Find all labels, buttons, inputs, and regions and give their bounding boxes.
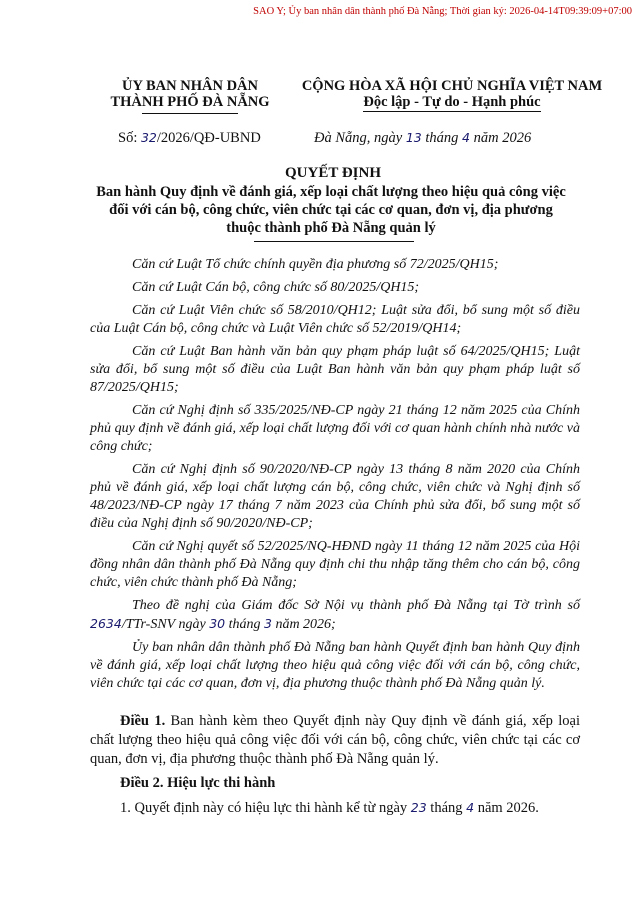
date-year: năm 2026 (473, 130, 532, 146)
item-1-text: 1. Quyết định này có hiệu lực thi hành kể từ ngày (120, 800, 408, 816)
issuing-authority (85, 78, 295, 114)
proposal-paragraph (90, 597, 580, 634)
digital-signature-stamp: SAO Y; Ủy ban nhân dân thành phố Đà Nẵng; Thời gian ký: 2026-04-14T09:39:09+07:00 (253, 6, 632, 17)
date-day: 13 (405, 130, 422, 145)
proposal-day: 30 (209, 616, 226, 631)
basis-item: Căn cứ Luật Tổ chức chính quyền địa phương số 72/2025/QH15; (132, 257, 499, 272)
article-1-label: Điều 1. (120, 713, 166, 729)
document-number-prefix: Số: (118, 130, 138, 146)
date-place: Đà Nẵng, ngày (314, 130, 403, 146)
article-1-text: Ban hành kèm theo Quyết định này Quy định về đánh giá, xếp loại chất lượng theo hiệu quả công việc đối với cán bộ, công chức, viên chức tại các cơ quan, đơn vị, địa phương thuộc thành phố Đà Nẵng quản lý. (90, 713, 581, 767)
document-number-suffix: /2026/QĐ-UBND (156, 130, 261, 146)
proposal-text-2: /TTr-SNV ngày (121, 617, 206, 632)
document-subtitle (66, 183, 596, 237)
article-2-heading: Điều 2. Hiệu lực thi hành (120, 775, 276, 791)
item-1-month: 4 (466, 800, 475, 815)
subtitle-line-2: đối với cán bộ, công chức, viên chức tại các cơ quan, đơn vị, địa phương (109, 202, 553, 218)
basis-item: Căn cứ Luật Cán bộ, công chức số 80/2025/QH15; (132, 280, 420, 295)
proposal-month: 3 (263, 616, 272, 631)
article-2-item-1 (90, 798, 580, 818)
proposal-month-label: tháng (228, 617, 261, 632)
basis-item: Căn cứ Luật Viên chức số 58/2010/QH12; Luật sửa đổi, bổ sung một số điều của Luật Cán bộ, công chức và Luật Viên chức số 52/2019/QH14; (90, 303, 580, 336)
item-1-day: 23 (410, 800, 427, 815)
item-1-year: năm 2026. (477, 800, 539, 816)
national-motto: Độc lập - Tự do - Hạnh phúc (363, 94, 541, 110)
document-title: QUYẾT ĐỊNH (285, 165, 381, 181)
document-number (118, 130, 261, 147)
proposal-number: 2634 (90, 616, 122, 631)
authority-underline (142, 113, 238, 114)
basis-item: Căn cứ Nghị định số 90/2020/NĐ-CP ngày 13 tháng 8 năm 2020 của Chính phủ về đánh giá, xếp loại chất lượng cán bộ, công chức, viên chức và Nghị định số 48/2023/NĐ-CP ngày 17 tháng 7 năm 2023 của Chính phủ sửa đổi, bổ sung một số điều của Nghị định số 90/2020/NĐ-CP; (90, 462, 580, 531)
national-header (278, 78, 626, 112)
item-1-month-label: tháng (430, 800, 463, 816)
subtitle-underline (254, 241, 414, 242)
proposal-text-1: Theo đề nghị của Giám đốc Sở Nội vụ thành phố Đà Nẵng tại Tờ trình số (132, 598, 580, 613)
decision-body (90, 712, 580, 823)
legal-basis (90, 256, 580, 698)
document-number-handwritten: 32 (140, 130, 157, 145)
authority-line-2: THÀNH PHỐ ĐÀ NẴNG (110, 94, 270, 110)
subtitle-line-3: thuộc thành phố Đà Nẵng quản lý (226, 220, 436, 236)
date-month-label: tháng (425, 130, 459, 146)
authority-line-1: ỦY BAN NHÂN DÂN (121, 78, 258, 94)
article-1 (90, 712, 580, 769)
subtitle-line-1: Ban hành Quy định về đánh giá, xếp loại chất lượng theo hiệu quả công việc (96, 184, 566, 200)
proposal-year: năm 2026; (275, 617, 336, 632)
basis-item: Căn cứ Nghị quyết số 52/2025/NQ-HĐND ngày 11 tháng 12 năm 2025 của Hội đồng nhân dân thành phố Đà Nẵng quy định chi thu nhập tăng thêm cho cán bộ, công chức, viên chức thành phố Đà Nẵng; (90, 539, 580, 590)
date-month: 4 (462, 130, 470, 145)
document-date (314, 130, 531, 147)
national-name: CỘNG HÒA XÃ HỘI CHỦ NGHĨA VIỆT NAM (301, 78, 603, 94)
decision-intro: Ủy ban nhân dân thành phố Đà Nẵng ban hành Quyết định ban hành Quy định về đánh giá, xếp loại chất lượng theo hiệu quả công việc đối với cán bộ, công chức, viên chức tại các cơ quan, đơn vị, địa phương thuộc thành phố Đà Nẵng quản lý. (90, 640, 580, 691)
basis-item: Căn cứ Luật Ban hành văn bản quy phạm pháp luật số 64/2025/QH15; Luật sửa đổi, bổ sung một số điều của Luật Ban hành văn bản quy phạm pháp luật số 87/2025/QH15; (90, 344, 580, 395)
basis-item: Căn cứ Nghị định số 335/2025/NĐ-CP ngày 21 tháng 12 năm 2025 của Chính phủ quy định về đánh giá, xếp loại chất lượng đối với cơ quan hành chính nhà nước và công chức; (90, 403, 580, 454)
